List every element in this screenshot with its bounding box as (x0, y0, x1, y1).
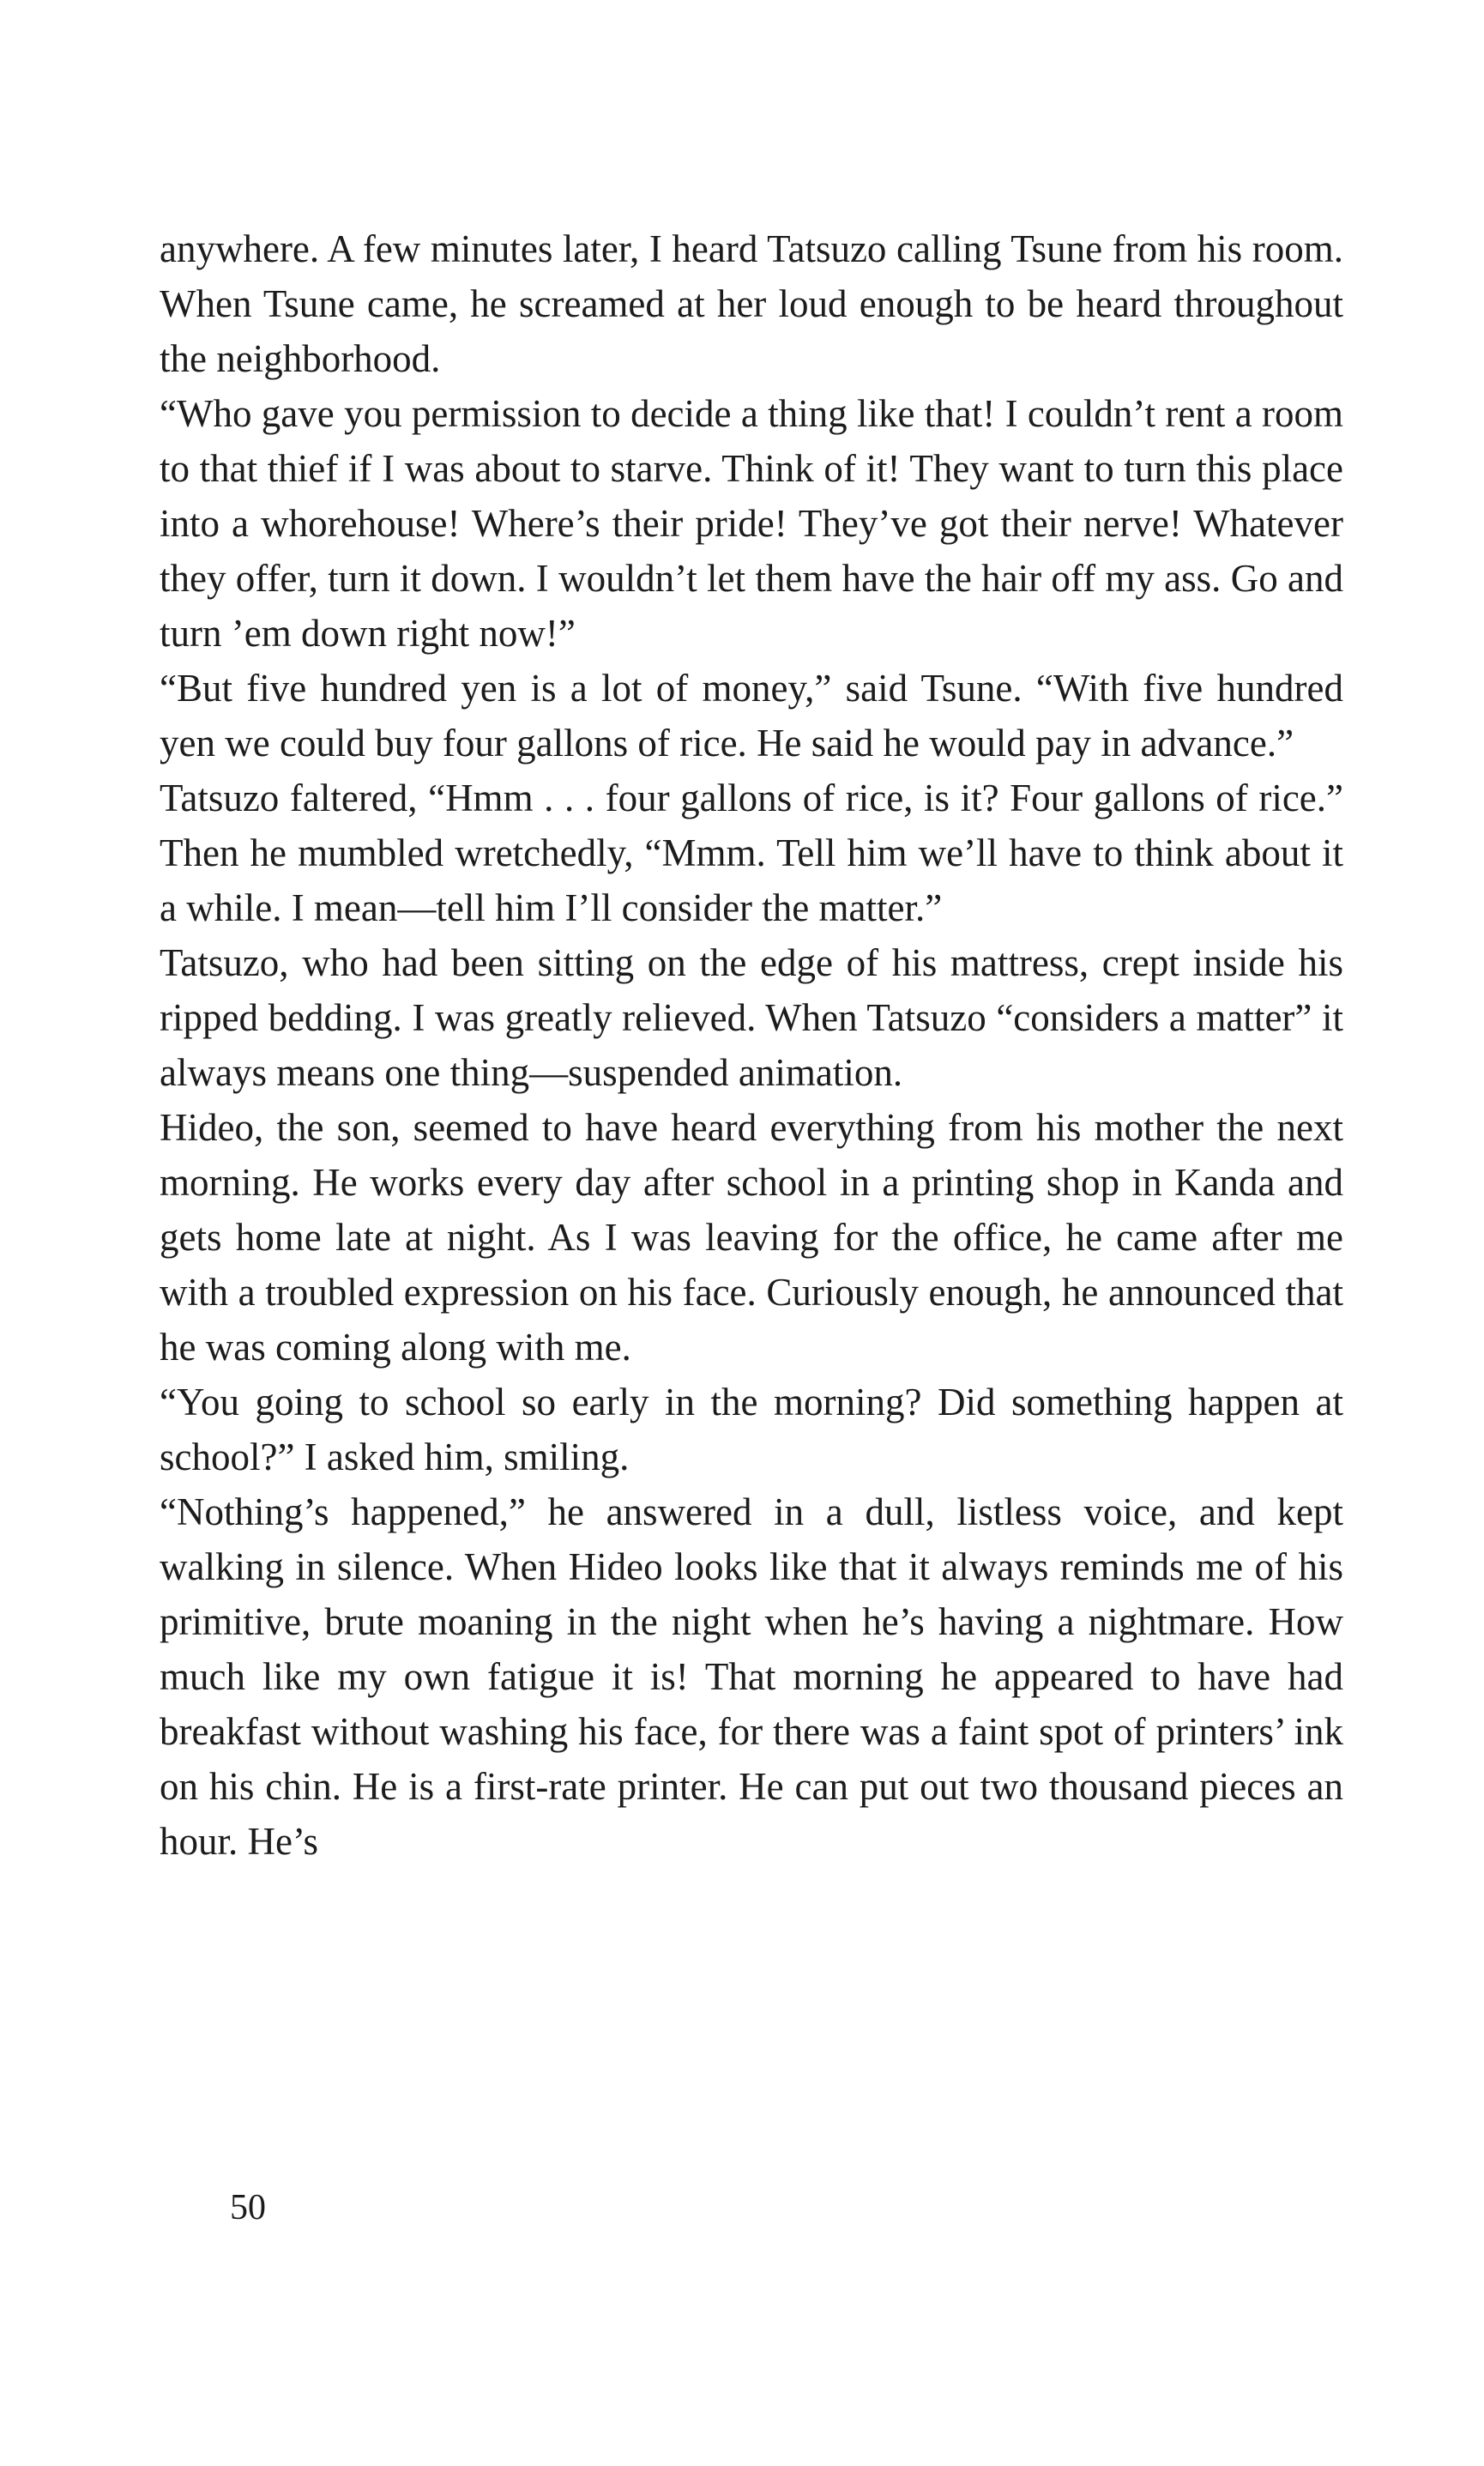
page-number: 50 (230, 2188, 266, 2227)
paragraph-1: anywhere. A few minutes later, I heard Tatsuzo calling Tsune from his room. When Tsune came, he screamed at her loud enough to be heard throughout the neighborhood. (160, 227, 1343, 380)
paragraph-8: “Nothing’s happened,” he answered in a dull, listless voice, and kept walking in silence. When Hideo looks like that it always reminds me of his primitive, brute moaning in the night when he’s having a nightmare. How much like my own fatigue it is! That morning he appeared to have had breakfast without washing his face, for there was a faint spot of printers’ ink on his chin. He is a first-rate printer. He can put out two thousand pieces an hour. He’s (160, 1490, 1343, 1863)
paragraph-5: Tatsuzo, who had been sitting on the edge of his mattress, crept inside his ripped bedding. I was greatly relieved. When Tatsuzo “considers a matter” it always means one thing—suspended animation. (160, 941, 1343, 1094)
body-text (160, 221, 1343, 1869)
paragraph-4: Tatsuzo faltered, “Hmm . . . four gallons of rice, is it? Four gallons of rice.” Then he mumbled wretchedly, “Mmm. Tell him we’ll have to think about it a while. I mean—tell him I’ll consider the matter.” (160, 777, 1343, 929)
paragraph-6: Hideo, the son, seemed to have heard everything from his mother the next morning. He works every day after school in a printing shop in Kanda and gets home late at night. As I was leaving for the office, he came after me with a troubled expression on his face. Curiously enough, he announced that he was coming along with me. (160, 1106, 1343, 1369)
paragraph-7: “You going to school so early in the morning? Did something happen at school?” I asked him, smiling. (160, 1381, 1343, 1478)
paragraph-3: “But five hundred yen is a lot of money,” said Tsune. “With five hundred yen we could buy four gallons of rice. He said he would pay in advance.” (160, 667, 1343, 765)
paragraph-2: “Who gave you permission to decide a thing like that! I couldn’t rent a room to that thief if I was about to starve. Think of it! They want to turn this place into a whorehouse! Where’s their pride! They’ve got their nerve! Whatever they offer, turn it down. I wouldn’t let them have the hair off my ass. Go and turn ’em down right now!” (160, 392, 1343, 655)
